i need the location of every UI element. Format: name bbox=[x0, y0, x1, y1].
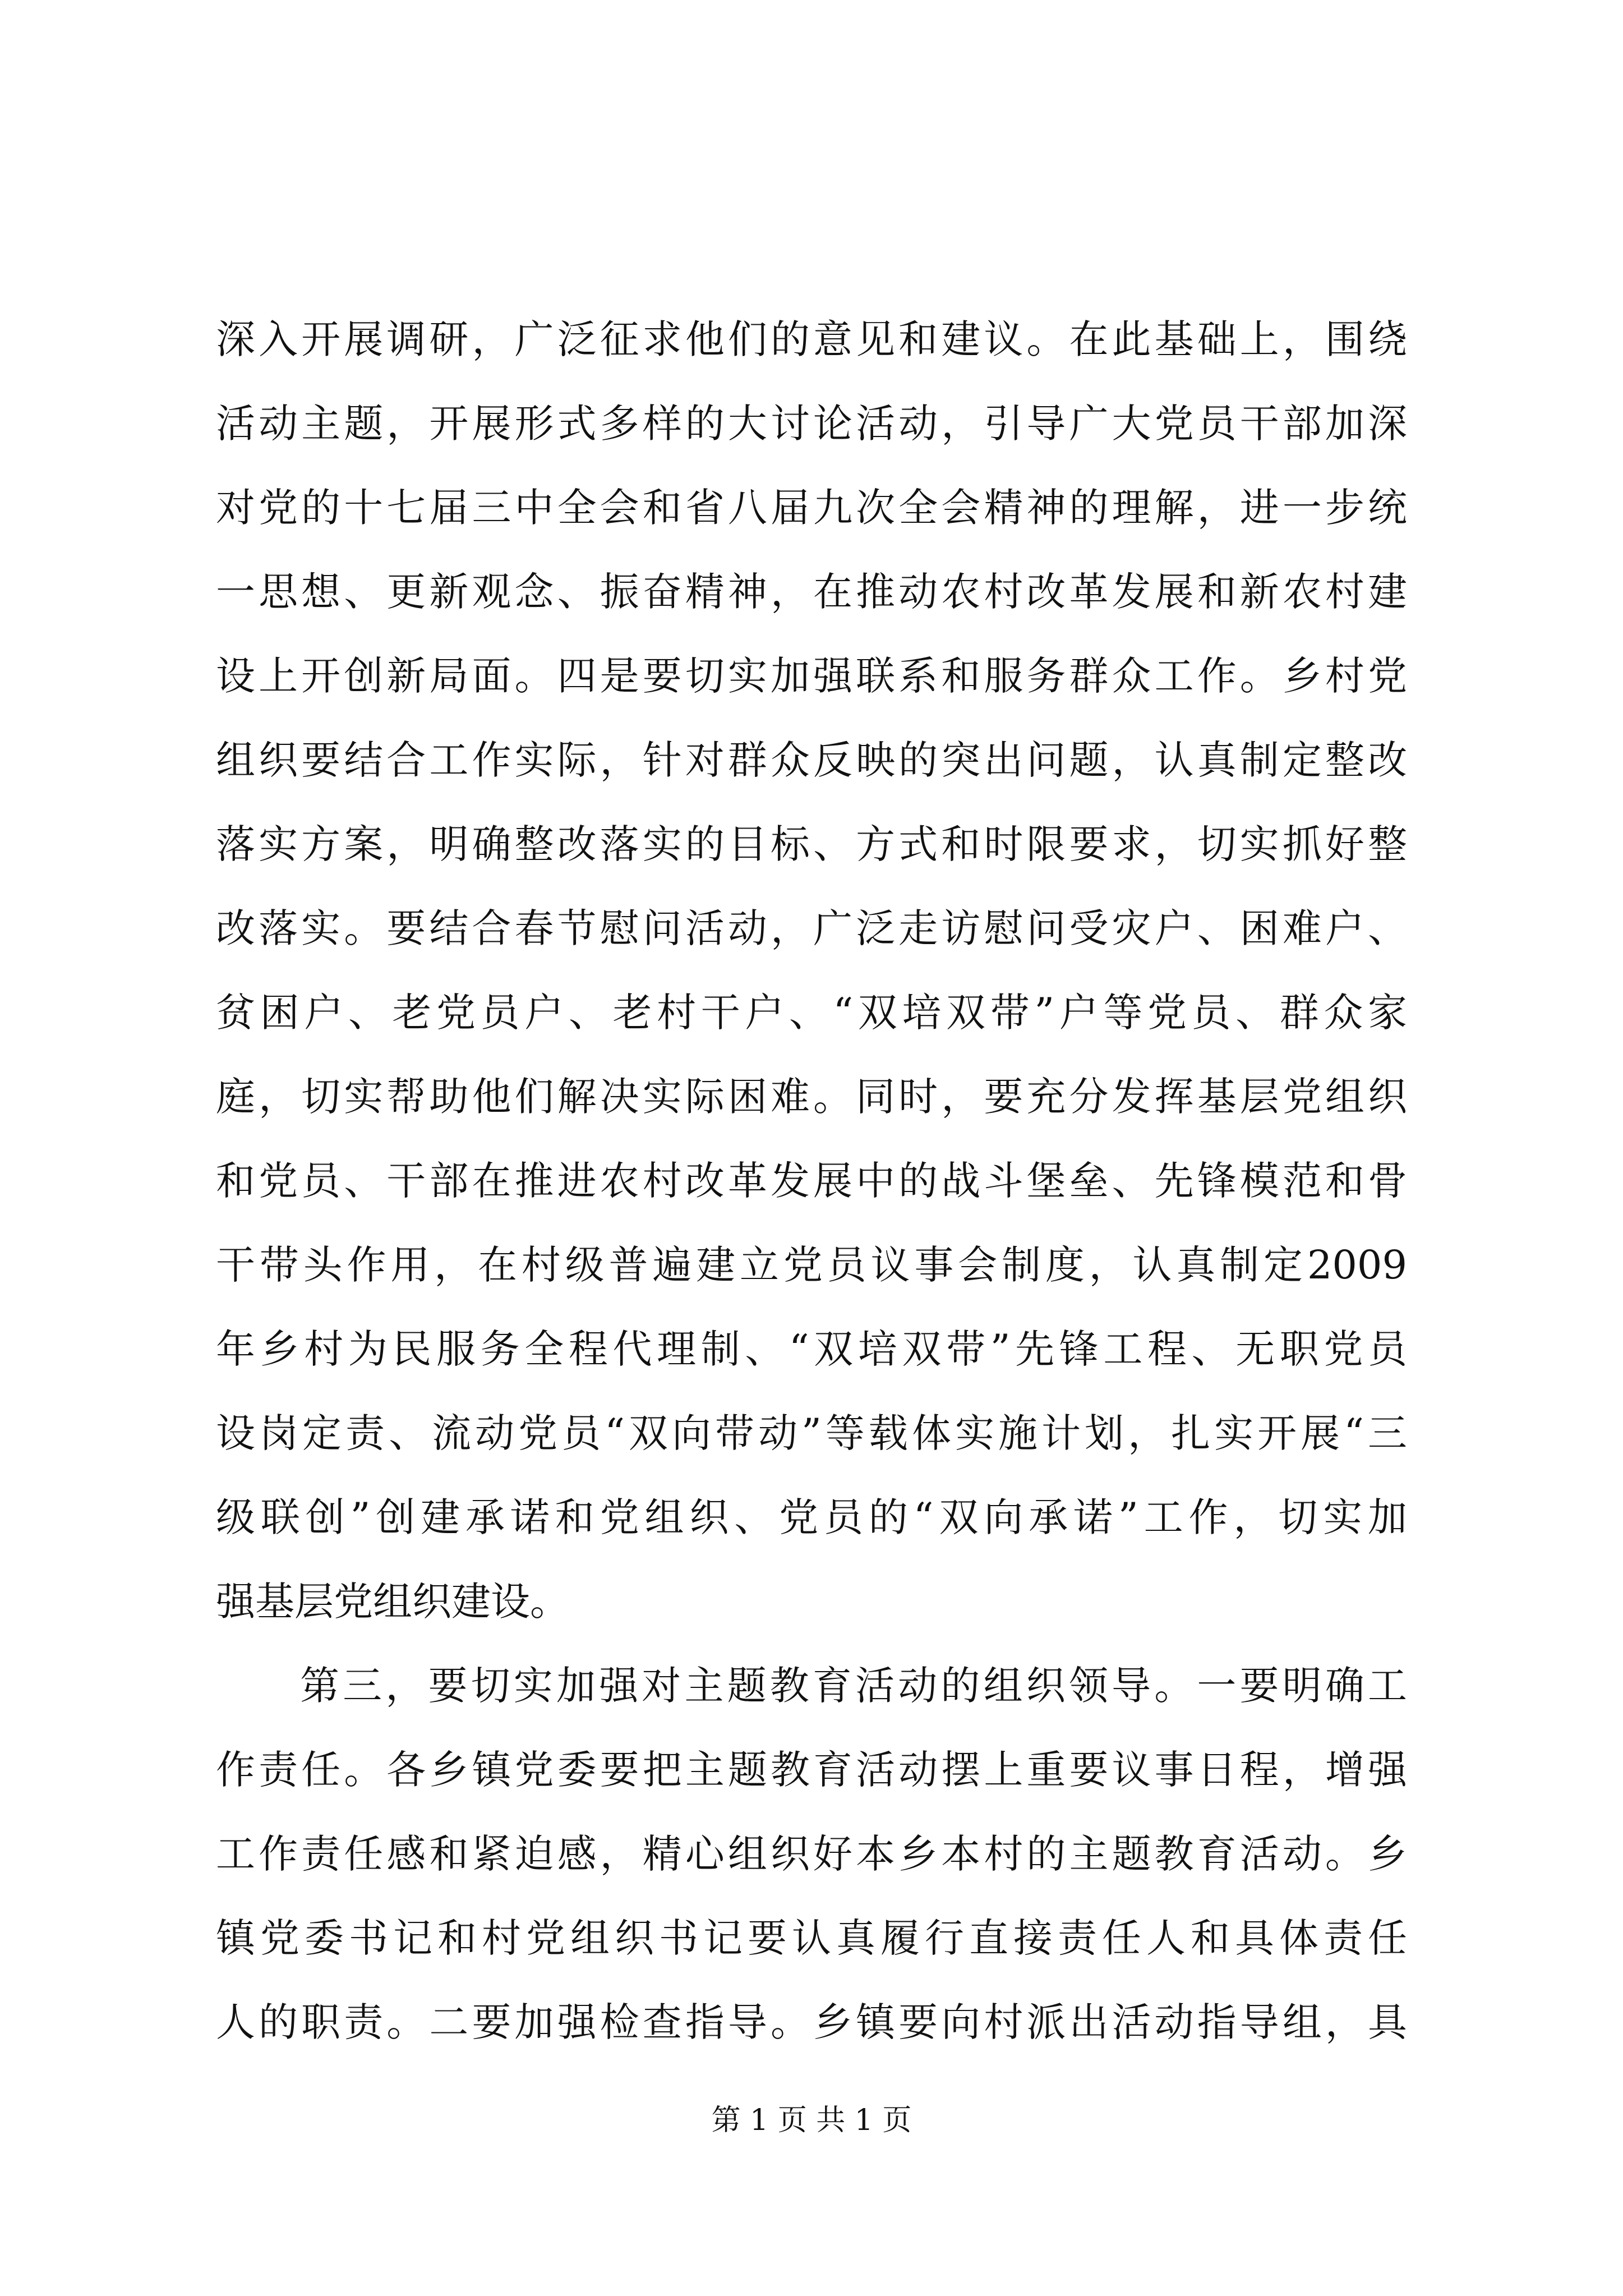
text-line: 设岗定责、流动党员“双向带动”等载体实施计划，扎实开展“三 bbox=[216, 1410, 1407, 1456]
page-footer bbox=[0, 2101, 1623, 2140]
text-line: 一思想、更新观念、振奋精神，在推动农村改革发展和新农村建 bbox=[216, 569, 1407, 615]
text-line: 级联创”创建承诺和党组织、党员的“双向承诺”工作，切实加 bbox=[216, 1494, 1407, 1540]
text-line: 第三，要切实加强对主题教育活动的组织领导。一要明确工 bbox=[300, 1663, 1407, 1709]
text-line: 庭，切实帮助他们解决实际困难。同时，要充分发挥基层党组织 bbox=[216, 1074, 1407, 1120]
text-line: 工作责任感和紧迫感，精心组织好本乡本村的主题教育活动。乡 bbox=[216, 1831, 1407, 1877]
text-line: 活动主题，开展形式多样的大讨论活动，引导广大党员干部加深 bbox=[216, 401, 1407, 447]
text-line: 干带头作用，在村级普遍建立党员议事会制度，认真制定2009 bbox=[216, 1242, 1407, 1288]
text-line: 设上开创新局面。四是要切实加强联系和服务群众工作。乡村党 bbox=[216, 653, 1407, 699]
text-line: 作责任。各乡镇党委要把主题教育活动摆上重要议事日程，增强 bbox=[216, 1747, 1407, 1793]
text-line: 强基层党组织建设。 bbox=[216, 1579, 569, 1625]
document-body bbox=[216, 297, 1407, 2064]
text-line: 贫困户、老党员户、老村干户、“双培双带”户等党员、群众家 bbox=[216, 990, 1407, 1036]
paragraph-2 bbox=[216, 1644, 1407, 2064]
page-number: 第 1 页 共 1 页 bbox=[711, 2104, 912, 2137]
text-line: 组织要结合工作实际，针对群众反映的突出问题，认真制定整改 bbox=[216, 737, 1407, 783]
text-line: 改落实。要结合春节慰问活动，广泛走访慰问受灾户、困难户、 bbox=[216, 905, 1407, 951]
text-line: 深入开展调研，广泛征求他们的意见和建议。在此基础上，围绕 bbox=[216, 316, 1407, 362]
text-line: 对党的十七届三中全会和省八届九次全会精神的理解，进一步统 bbox=[216, 485, 1407, 531]
text-line: 和党员、干部在推进农村改革发展中的战斗堡垒、先锋模范和骨 bbox=[216, 1158, 1407, 1204]
text-line: 人的职责。二要加强检查指导。乡镇要向村派出活动指导组，具 bbox=[216, 1999, 1407, 2045]
text-line: 落实方案，明确整改落实的目标、方式和时限要求，切实抓好整 bbox=[216, 821, 1407, 867]
text-line: 年乡村为民服务全程代理制、“双培双带”先锋工程、无职党员 bbox=[216, 1326, 1407, 1372]
paragraph-1 bbox=[216, 297, 1407, 1644]
text-line: 镇党委书记和村党组织书记要认真履行直接责任人和具体责任 bbox=[216, 1915, 1407, 1961]
